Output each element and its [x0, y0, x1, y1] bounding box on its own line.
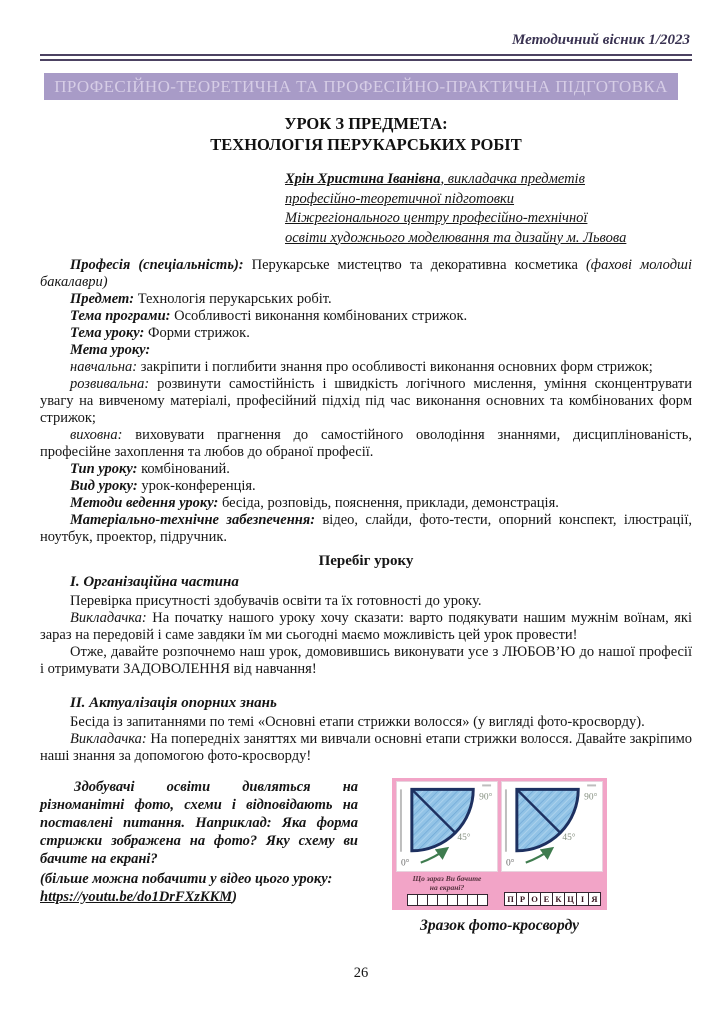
- goal-educational: навчальна: закріпити і поглибити знання про особливості виконання основних форм стрижок;: [70, 359, 653, 375]
- journal-header: Методичний вісник 1/2023: [512, 32, 690, 48]
- author-line: [285, 170, 692, 190]
- empty-answer-cell: [477, 894, 488, 906]
- part1-paragraph: Перевірка присутності здобувачів освіти та їх готовності до уроку.: [70, 593, 482, 609]
- part2-paragraph: Бесіда із запитаннями по темі «Основні етапи стрижки волосся» (у вигляді фото-кросворду).: [70, 714, 645, 730]
- answer-letter-cell: І: [576, 892, 589, 906]
- author-line: освіти художнього моделювання та дизайну м. Львова: [285, 229, 627, 246]
- page-title-line1: УРОК З ПРЕДМЕТА:: [284, 114, 448, 133]
- meta-goal: Мета уроку:: [70, 342, 151, 358]
- angle-label-90: 90°: [479, 792, 493, 803]
- answer-letter-cells: [501, 892, 603, 906]
- answer-letter-cell: Р: [516, 892, 529, 906]
- meta-kind: Вид уроку: урок-конференція.: [70, 478, 256, 494]
- author-role: , викладачка предметів: [440, 171, 585, 187]
- meta-topic: Тема уроку: Форми стрижок.: [70, 325, 250, 341]
- part1-heading: I. Організаційна частина: [70, 574, 239, 590]
- part1-teacher-speech: Викладачка: На початку нашого уроку хочу сказати: варто подякувати нашим мужнім воїнам, які зараз на передовій і саме завдяки їм ми сьогодні маємо можливість цей урок провести!: [40, 610, 692, 643]
- goal-developmental: розвивальна: розвинути самостійність і швидкість логічного мислення, уміння сконцентрувати увагу на вивченому матеріалі, професійний підхід під час виконання основних та комбінованих форм стрижок;: [40, 376, 692, 426]
- angle-diagram-svg: [397, 782, 497, 871]
- flow-heading: Перебіг уроку: [318, 553, 414, 569]
- page-title-line2: ТЕХНОЛОГІЯ ПЕРУКАРСЬКИХ РОБІТ: [210, 135, 522, 154]
- empty-answer-cells: [396, 894, 498, 906]
- activity-note-text: Здобувачі освіти дивляться на різноманітні фото, схеми і відповідають на поставлені питання. Наприклад: Яка форма стрижки зображена на фото? Яку схему ви бачите на екрані?: [40, 779, 358, 867]
- angle-label-0: 0°: [400, 858, 410, 869]
- meta-subject: Предмет: Технологія перукарських робіт.: [70, 291, 332, 307]
- page-title: [40, 113, 692, 155]
- answer-letter-cell: Е: [540, 892, 553, 906]
- page-number: 26: [353, 965, 369, 981]
- angle-label-45: 45°: [457, 832, 471, 843]
- meta-program: Тема програми: Особливості виконання комбінованих стрижок.: [70, 308, 468, 324]
- answer-letter-cell: Ц: [564, 892, 577, 906]
- part2-heading: II. Актуалізація опорних знань: [70, 695, 277, 711]
- header-divider: [40, 54, 692, 61]
- figure-caption: Зразок фото-кросворду: [420, 917, 579, 934]
- haircut-angle-diagram: [396, 781, 498, 872]
- meta-type: Тип уроку: комбінований.: [70, 461, 230, 477]
- goal-nurturing: виховна: виховувати прагнення до самостійного оволодіння знаннями, дисциплінованість, професійне захоплення та любов до обраної професії.: [40, 427, 692, 460]
- part1-closing: Отже, давайте розпочнемо наш урок, домовившись виконувати усе з ЛЮБОВ’Ю до нашої професії і отримувати ЗАДОВОЛЕННЯ від навчання!: [40, 644, 692, 677]
- meta-methods: Методи ведення уроку: бесіда, розповідь, пояснення, приклади, демонстрація.: [70, 495, 559, 511]
- video-link[interactable]: https://youtu.be/do1DrFXzKKM: [40, 889, 233, 905]
- answer-letter-cell: О: [528, 892, 541, 906]
- answer-letter-cell: Я: [588, 892, 601, 906]
- bottom-section: [40, 778, 692, 935]
- activity-note: [40, 778, 358, 935]
- author-line: Міжрегіонального центру професійно-технічної: [285, 210, 588, 226]
- author-line: професійно-теоретичної підготовки: [285, 190, 515, 207]
- photo-crossword-figure: [392, 778, 607, 935]
- angle-diagram-svg: [502, 782, 602, 871]
- lesson-plan: [40, 257, 692, 935]
- meta-materials: Матеріально-технічне забезпечення: відео, слайди, фото-тести, опорний конспект, ілюстрації, ноутбук, проектор, підручник.: [40, 512, 692, 545]
- haircut-angle-diagram: [501, 781, 603, 872]
- video-note: (більше можна побачити у відео цього уроку: https://youtu.be/do1DrFXzKKM): [40, 871, 333, 905]
- crossword-panel-answer: [501, 781, 603, 906]
- crossword-panel-question: [396, 781, 498, 906]
- photo-crossword-image: [392, 778, 607, 910]
- crossword-question: Що зараз Ви бачите на екрані?: [412, 874, 482, 892]
- author-name: Хрін Христина Іванівна: [285, 171, 441, 187]
- answer-letter-cell: П: [504, 892, 517, 906]
- angle-label-90: 90°: [584, 792, 598, 803]
- part2-teacher-speech: Викладачка: На попередніх заняттях ми вивчали основні етапи стрижки волосся. Давайте закріпимо наші знання за допомогою фото-кросворду!: [40, 731, 693, 764]
- meta-profession: Професія (спеціальність): Перукарське мистецтво та декоративна косметика (фахові молодші бакалаври): [40, 257, 693, 290]
- angle-label-45: 45°: [562, 832, 576, 843]
- answer-letter-cell: К: [552, 892, 565, 906]
- angle-label-0: 0°: [505, 858, 515, 869]
- author-block: [285, 170, 692, 248]
- section-banner: ПРОФЕСІЙНО-ТЕОРЕТИЧНА ТА ПРОФЕСІЙНО-ПРАКТИЧНА ПІДГОТОВКА: [44, 73, 678, 100]
